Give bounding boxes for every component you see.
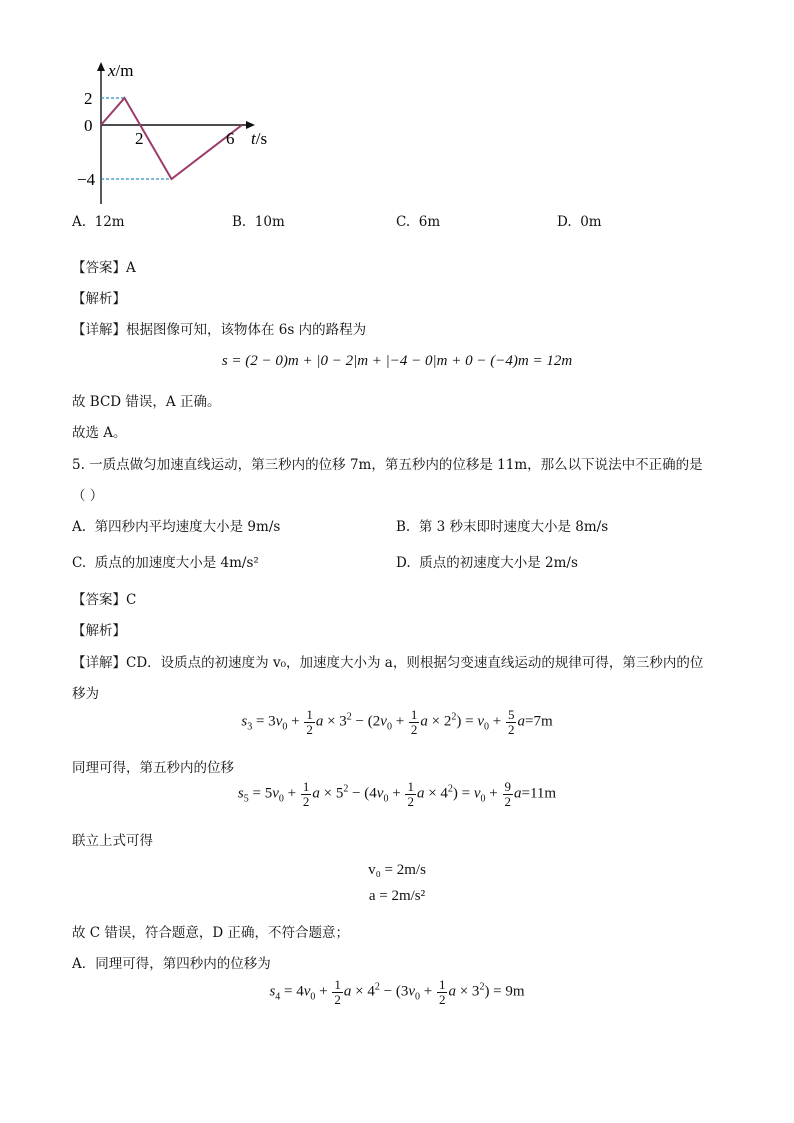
q5-same-1: 同理可得，第五秒内的位移 [72,760,234,776]
q5-detail-line-2: 移为 [72,686,99,702]
q5-combine: 联立上式可得 [72,833,153,849]
t-axis-label: t/s [251,129,268,148]
series-line [101,98,242,179]
q4-conclusion-1: 故 BCD 错误，A 正确。 [72,394,221,410]
q4-formula: s = (2 − 0)m + |0 − 2|m + |−4 − 0|m + 0 − (−4)m = 12m [221,353,573,369]
formula-s5: $s_5 = 5v_0$ + $\frac{1}{2}$ $a \times 5^2 - (4v_0$ + $\frac{1}{2}$ $a \times 4^2) = v_0$ + $\frac{9}{2}$ a=11m [237,779,557,809]
y-tick-0: 0 [84,116,93,135]
q5-option-d: D. 质点的初速度大小是 2m/s [396,555,578,571]
y-tick-minus4: −4 [77,170,96,189]
q5-stem-line-2: （ ） [72,488,104,504]
q4-option-c: C. 6m [396,214,441,230]
q5-conclusion: 故 C 错误，符合题意，D 正确，不符合题意； [72,925,350,941]
a-result: a = 2m/s² [368,888,426,904]
formula-s3: $s_3 = 3v_0$ + $\frac{1}{2}$ $a \times 3^2 - (2v_0$ + $\frac{1}{2}$ $a \times 2^2) = v_0$ + $\frac{5}{2}$ a=7m [241,707,553,737]
q4-answer: 【答案】A [72,260,136,276]
q4-detail: 【详解】根据图像可知，该物体在 6s 内的路程为 [72,322,367,338]
q4-conclusion-2: 故选 A。 [72,425,127,441]
position-time-graph [77,56,290,211]
q5-analysis-tag: 【解析】 [72,623,126,639]
x-axis-arrow [97,62,105,71]
q5-answer: 【答案】C [72,592,137,608]
y-tick-2: 2 [84,89,93,108]
q5-stem-line-1: 5. 一质点做匀加速直线运动，第三秒内的位移 7m，第五秒内的位移是 11m，那么以下说法中不正确的是 [72,457,703,473]
q5-option-b: B. 第 3 秒末即时速度大小是 8m/s [396,519,609,535]
q4-analysis-tag: 【解析】 [72,291,126,307]
q5-option-c: C. 质点的加速度大小是 4m/s² [72,555,259,571]
t-tick-6: 6 [226,129,235,148]
t-axis-arrow [246,121,255,129]
q4-option-d: D. 0m [557,214,602,230]
formula-s4: $s_4 = 4v_0$ + $\frac{1}{2}$ $a \times 4^2 - (3v_0$ + $\frac{1}{2}$ $a \times 3^2) = 9m$ [269,977,525,1007]
q5-detail-line-1: 【详解】CD．设质点的初速度为 v₀，加速度大小为 a，则根据匀变速直线运动的规律可得，第三秒内的位 [72,655,704,671]
v0-result: v₀ = 2m/s [368,862,426,878]
y-axis-label: x/m [108,61,134,80]
q4-option-b: B. 10m [232,214,285,230]
q5-option-a: A. 第四秒内平均速度大小是 9m/s [72,519,281,535]
q4-option-a: A. 12m [72,214,125,230]
q5-a-line: A．同理可得，第四秒内的位移为 [72,956,271,972]
t-tick-2: 2 [135,129,144,148]
